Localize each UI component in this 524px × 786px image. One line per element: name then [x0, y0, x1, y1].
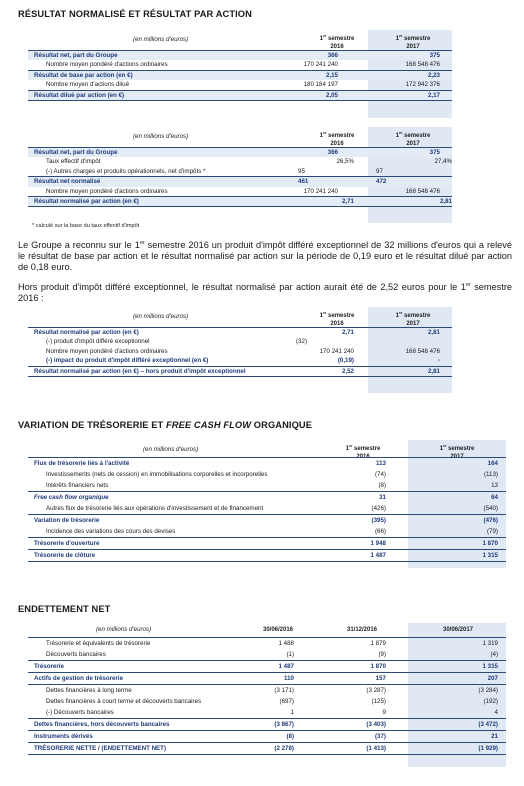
cell: 1 — [290, 709, 294, 716]
cell: (32) — [296, 338, 308, 346]
cell: 2,71 — [341, 329, 354, 336]
cell: 472 — [376, 178, 387, 186]
col-2016: 1er semestre 2016 — [319, 311, 355, 327]
cell: (192) — [483, 698, 498, 705]
cell: 180 184 197 — [303, 81, 338, 89]
row-label: Dettes financières à long terme — [46, 687, 132, 694]
cell: 26,5% — [336, 158, 354, 166]
cell: 461 — [298, 178, 309, 186]
cell: 1 487 — [278, 663, 294, 670]
col-2016-06: 30/06/2016 — [262, 627, 294, 633]
table-row — [28, 457, 506, 469]
cell: 21 — [491, 733, 498, 740]
cell: (697) — [279, 698, 294, 705]
table-row — [28, 366, 452, 377]
cell: (66) — [374, 528, 386, 535]
cell: (1) — [286, 651, 294, 658]
table-header — [28, 30, 452, 50]
cell: 170 241 240 — [319, 347, 354, 355]
row-label: TRÉSORERIE NETTE / (ENDETTEMENT NET) — [34, 745, 167, 752]
cell: (3 472) — [478, 721, 498, 728]
row-label: Résultat de base par action (en €) — [34, 71, 133, 79]
table-row — [28, 176, 452, 186]
table-row — [28, 549, 506, 562]
cell: (2 278) — [274, 745, 294, 752]
cell: 2,23 — [427, 71, 440, 79]
cell: 113 — [376, 460, 386, 467]
cell: 2,05 — [325, 91, 338, 99]
col-2016: 1er semestre 2016 — [345, 444, 381, 460]
table-row — [28, 469, 506, 480]
row-label: Résultat normalisé par action (en €) — [34, 329, 139, 336]
cell: (8) — [286, 733, 294, 740]
cell: 2,81 — [427, 329, 440, 336]
row-label: Investissements (nets de cession) en immobilisations corporelles et incorporelles — [46, 471, 268, 478]
table-row — [28, 90, 452, 101]
table-row — [28, 514, 506, 526]
table-row — [28, 70, 452, 80]
cell: 1 315 — [482, 552, 498, 559]
cell: 27,4% — [434, 158, 452, 166]
row-label: Autres flux de trésorerie liés aux opérations d'investissement et de financement — [46, 505, 264, 512]
cell: 375 — [429, 149, 440, 156]
table-header — [28, 127, 452, 147]
cell: (0,19) — [337, 357, 354, 365]
col-2016: 1er semestre 2016 — [319, 34, 355, 50]
row-label: Taux effectif d'impôt — [46, 158, 101, 166]
table-row — [28, 742, 506, 755]
cell: (1 413) — [366, 745, 386, 752]
row-label: (-) impact du produit d'impôt différé exceptionnel (en €) — [46, 357, 209, 365]
section-title-tresorerie: VARIATION DE TRÉSORERIE ET FREE CASH FLOW ORGANIQUE — [18, 420, 313, 430]
table-row — [28, 60, 452, 69]
col-2017: 1er semestre 2017 — [439, 444, 475, 460]
section-title-resultat: RÉSULTAT NORMALISÉ ET RÉSULTAT PAR ACTION — [18, 9, 252, 19]
unit-label: (en millions d'euros) — [143, 446, 199, 453]
table-row — [28, 491, 506, 503]
table-row — [28, 672, 506, 684]
row-label: Résultat net, part du Groupe — [34, 52, 118, 59]
cell: (74) — [374, 471, 386, 478]
col-2017: 1er semestre 2017 — [395, 34, 431, 50]
cell: 2,81 — [427, 367, 440, 375]
cell: 1 488 — [278, 640, 294, 647]
cell: 207 — [487, 675, 498, 682]
row-label: Nombre moyen pondéré d'actions ordinaires — [46, 347, 168, 355]
cell: 2,71 — [341, 197, 354, 205]
table-row — [28, 347, 452, 356]
table-row — [28, 187, 452, 196]
section-title-endettement: ENDETTEMENT NET — [18, 604, 111, 614]
cell: 2,15 — [325, 71, 338, 79]
table-row — [28, 637, 506, 649]
net-debt-table — [28, 623, 506, 755]
eps-table — [28, 30, 452, 101]
cell: 172 942 376 — [405, 81, 440, 89]
row-label: Actifs de gestion de trésorerie — [34, 675, 124, 682]
cell: (3 287) — [366, 687, 386, 694]
cell: 97 — [376, 167, 383, 175]
normalized-eps-table — [28, 127, 452, 207]
cell: (125) — [371, 698, 386, 705]
cell: (3 867) — [274, 721, 294, 728]
row-label: Trésorerie d'ouverture — [34, 540, 100, 547]
cell: 95 — [298, 167, 305, 175]
row-label: Flux de trésorerie liés à l'activité — [34, 460, 130, 467]
row-label: Nombre moyen pondéré d'actions ordinaires — [46, 187, 168, 195]
cell: 9 — [382, 709, 386, 716]
cell: 31 — [379, 494, 386, 501]
row-label: Intérêts financiers nets — [46, 482, 109, 489]
cell: (113) — [484, 471, 498, 478]
row-label: Trésorerie — [34, 663, 64, 670]
col-2016-12: 31/12/2016 — [346, 627, 378, 633]
table-row — [28, 480, 506, 491]
cash-flow-table — [28, 440, 506, 562]
cell: 1 319 — [482, 640, 498, 647]
cell: (3 171) — [274, 687, 294, 694]
adjusted-eps-table — [28, 307, 452, 377]
cell: (3 284) — [478, 687, 498, 694]
cell: 170 241 240 — [303, 61, 338, 69]
cell: 168 548 476 — [405, 61, 440, 69]
unit-label: (en millions d'euros) — [133, 36, 189, 43]
table-row — [28, 537, 506, 549]
row-label: Résultat normalisé par action (en €) — [34, 197, 139, 205]
table-row — [28, 684, 506, 696]
cell: 168 548 476 — [405, 347, 440, 355]
col-2016: 1er semestre 2016 — [319, 131, 355, 147]
row-label: (-) produit d'impôt différé exceptionnel — [46, 338, 150, 346]
col-2017: 1er semestre 2017 — [395, 131, 431, 147]
cell: 64 — [491, 494, 498, 501]
table-row — [28, 327, 452, 337]
col-2017: 1er semestre 2017 — [395, 311, 431, 327]
row-label: Incidence des variations des cours des devises — [46, 528, 176, 535]
cell: 1 870 — [482, 540, 498, 547]
row-label: Instruments dérivés — [34, 733, 93, 740]
cell: (540) — [483, 505, 498, 512]
row-label: Trésorerie et équivalents de trésorerie — [46, 640, 151, 647]
cell: (79) — [486, 528, 498, 535]
unit-label: (en millions d'euros) — [133, 313, 189, 320]
row-label: Nombre moyen d'actions dilué — [46, 81, 130, 89]
cell: (395) — [371, 517, 386, 524]
paragraph-1: Le Groupe a reconnu sur le 1er semestre 2016 un produit d'impôt différé exceptionnel de 32 millions d'euros qui a relevé le résultat de base par action et le résultat normalisé par action sur la période de 0,19 euro et le résultat dilué par action de 0,18 euro. — [18, 240, 512, 273]
row-label: Dettes financières à court terme et découverts bancaires — [46, 698, 202, 705]
cell: 375 — [429, 52, 440, 59]
cell: (1 929) — [478, 745, 498, 752]
table-row — [28, 196, 452, 207]
table-row — [28, 50, 452, 60]
cell: (476) — [483, 517, 498, 524]
cell: 1 315 — [482, 663, 498, 670]
table-row — [28, 337, 452, 346]
row-label: Résultat normalisé par action (en €) – hors produit d'impôt exceptionnel — [34, 367, 246, 375]
cell: 157 — [375, 675, 386, 682]
row-label: Découverts bancaires — [46, 651, 106, 658]
table-row — [28, 649, 506, 660]
cell: 2,17 — [427, 91, 440, 99]
cell: 2,81 — [439, 197, 452, 205]
table-row — [28, 80, 452, 89]
table-header — [28, 623, 506, 637]
cell: (37) — [374, 733, 386, 740]
cell: 1 487 — [370, 552, 386, 559]
cell: 168 548 476 — [405, 187, 440, 195]
row-label: Trésorerie de clôture — [34, 552, 96, 559]
cell: 1 870 — [370, 663, 386, 670]
table-row — [28, 707, 506, 718]
table-row — [28, 660, 506, 672]
table-row — [28, 167, 452, 176]
row-label: Dettes financières, hors découverts bancaires — [34, 721, 170, 728]
row-label: Nombre moyen pondéré d'actions ordinaires — [46, 61, 168, 69]
table-row — [28, 730, 506, 742]
table-row — [28, 718, 506, 730]
table-row — [28, 147, 452, 157]
row-label: (-) Autres charges et produits opérationnels, net d'impôts * — [46, 167, 206, 175]
cell: 1 948 — [370, 540, 386, 547]
table-row — [28, 503, 506, 514]
cell: (4) — [490, 651, 498, 658]
cell: 13 — [491, 482, 498, 489]
row-label: (-) Découverts bancaires — [46, 709, 114, 716]
unit-label: (en millions d'euros) — [96, 626, 152, 633]
table-row — [28, 356, 452, 365]
table-row — [28, 157, 452, 166]
table-row — [28, 696, 506, 707]
row-label: Variation de trésorerie — [34, 517, 100, 524]
cell: - — [437, 357, 440, 365]
cell: 164 — [487, 460, 498, 467]
unit-label: (en millions d'euros) — [133, 133, 189, 140]
cell: (3 403) — [366, 721, 386, 728]
table-row — [28, 526, 506, 537]
cell: 1 879 — [370, 640, 386, 647]
row-label: Free cash flow organique — [34, 494, 109, 501]
cell: 4 — [494, 709, 498, 716]
cell: (9) — [378, 651, 386, 658]
footnote: * calculé sur la base du taux effectif d'impôt — [32, 223, 140, 229]
cell: 366 — [327, 149, 338, 156]
paragraph-2: Hors produit d'impôt différé exceptionnel, le résultat normalisé par action aurait été de 2,52 euros pour le 1er semestre 2016 : — [18, 282, 512, 304]
cell: (8) — [378, 482, 386, 489]
cell: 2,52 — [341, 367, 354, 375]
cell: (426) — [371, 505, 386, 512]
cell: 110 — [284, 675, 294, 682]
col-2017-06: 30/06/2017 — [442, 627, 474, 633]
table-header — [28, 440, 506, 460]
row-label: Résultat net, part du Groupe — [34, 149, 118, 156]
row-label: Résultat dilué par action (en €) — [34, 91, 125, 99]
row-label: Résultat net normalisé — [34, 178, 101, 186]
table-header — [28, 307, 452, 327]
cell: 366 — [327, 52, 338, 59]
cell: 170 241 240 — [303, 187, 338, 195]
